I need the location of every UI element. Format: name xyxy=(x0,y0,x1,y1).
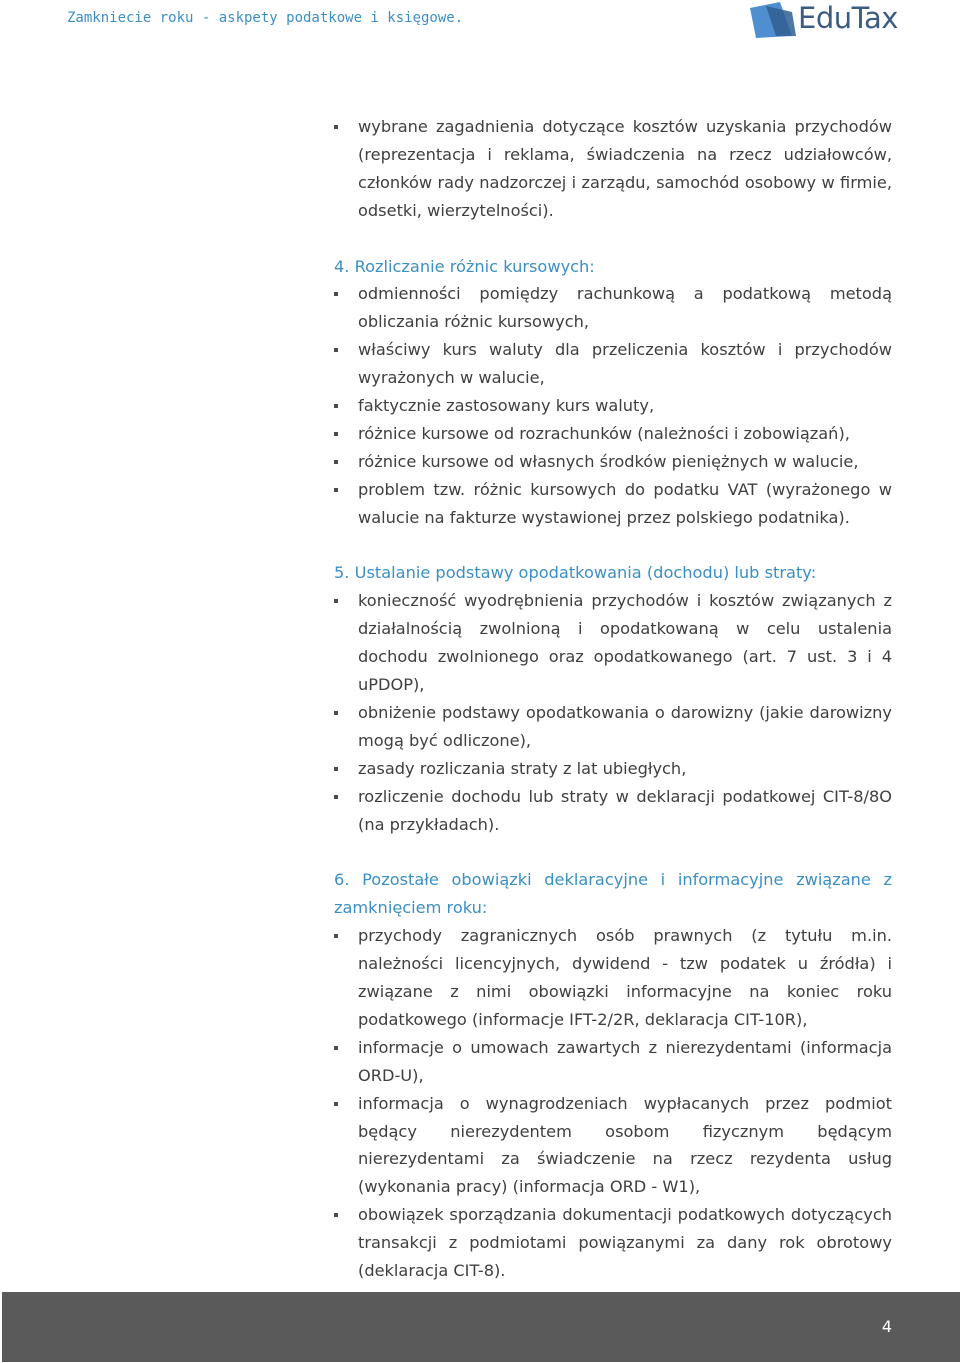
edutax-logo xyxy=(746,0,898,42)
list-item xyxy=(334,392,892,420)
section-list xyxy=(334,587,892,838)
bullet-icon xyxy=(334,1213,338,1217)
list-item xyxy=(334,783,892,839)
list-item-text: właściwy kurs waluty dla przeliczenia kosztów i przychodów wyrażonych w walucie, xyxy=(358,340,892,388)
list-item-text: różnice kursowe od własnych środków pieniężnych w walucie, xyxy=(358,451,859,471)
bullet-icon xyxy=(334,1102,338,1106)
bullet-icon xyxy=(334,460,338,464)
bullet-icon xyxy=(334,404,338,408)
list-item-text: rozliczenie dochodu lub straty w deklaracji podatkowej CIT-8/8O (na przykładach). xyxy=(358,786,892,834)
section-number: 4. xyxy=(334,256,350,276)
list-item-text: obniżenie podstawy opodatkowania o darowizny (jakie darowizny mogą być odliczone), xyxy=(358,703,892,750)
section-number: 6. xyxy=(334,870,350,890)
list-item-text: wybrane zagadnienia dotyczące kosztów uzyskania przychodów (reprezentacja i reklama, świadczenia na rzecz udziałowców, członków rady nadzorczej i zarządu, samochód osobowy w firmie, odsetki, wierzytelności). xyxy=(358,117,892,220)
section-heading xyxy=(334,559,892,587)
section-title: Ustalanie podstawy opodatkowania (dochodu) lub straty: xyxy=(354,563,817,583)
page-footer xyxy=(2,1292,960,1362)
page-number: 4 xyxy=(881,1317,892,1336)
section-list xyxy=(334,922,892,1285)
list-item-text: zasady rozliczania straty z lat ubiegłych, xyxy=(358,758,687,778)
section-title: Pozostałe obowiązki deklaracyjne i informacyjne związane z zamknięciem roku: xyxy=(334,870,893,918)
list-item xyxy=(334,336,892,392)
list-item-text: problem tzw. różnic kursowych do podatku VAT (wyrażonego w walucie na fakturze wystawionej przez polskiego podatnika). xyxy=(358,479,892,527)
intro-list xyxy=(334,113,892,225)
list-item xyxy=(334,1201,892,1285)
list-item xyxy=(334,476,892,532)
bullet-icon xyxy=(334,1046,338,1050)
section-number: 5. xyxy=(334,563,350,583)
document-body xyxy=(334,113,892,1285)
logo-text: EduTax xyxy=(798,1,898,35)
bullet-icon xyxy=(334,125,338,129)
bullet-icon xyxy=(334,795,338,799)
bullet-icon xyxy=(334,488,338,492)
list-item xyxy=(334,699,892,755)
section-heading xyxy=(334,866,892,922)
list-item-text: różnice kursowe od rozrachunków (należności i zobowiązań), xyxy=(358,423,850,443)
section-heading xyxy=(334,253,892,281)
bullet-icon xyxy=(334,711,338,715)
list-item-text: faktycznie zastosowany kurs waluty, xyxy=(358,396,655,416)
bullet-icon xyxy=(334,767,338,771)
section-title: Rozliczanie różnic kursowych: xyxy=(354,256,595,276)
section-6 xyxy=(334,866,892,1285)
bullet-icon xyxy=(334,292,338,296)
list-item xyxy=(334,755,892,783)
list-item-text: obowiązek sporządzania dokumentacji podatkowych dotyczących transakcji z podmiotami powiązanymi za dany rok obrotowy (deklaracja CIT-8). xyxy=(358,1205,892,1281)
bullet-icon xyxy=(334,934,338,938)
list-item-text: przychody zagranicznych osób prawnych (z tytułu m.in. należności licencyjnych, dywidend - tzw podatek u źródła) i związane z nimi obowiązki informacyjne na koniec roku podatkowego (informacje IFT-2/2R, deklaracja CIT-10R), xyxy=(358,926,892,1029)
section-list xyxy=(334,280,892,531)
list-item-text: odmienności pomiędzy rachunkową a podatkową metodą obliczania różnic kursowych, xyxy=(358,284,892,332)
document-title: Zamkniecie roku - askpety podatkowe i księgowe. xyxy=(67,10,464,26)
bullet-icon xyxy=(334,599,338,603)
list-item xyxy=(334,420,892,448)
section-5 xyxy=(334,559,892,838)
list-item-text: informacje o umowach zawartych z nierezydentami (informacja ORD-U), xyxy=(358,1037,892,1085)
list-item xyxy=(334,1034,892,1090)
bullet-icon xyxy=(334,432,338,436)
list-item xyxy=(334,922,892,1034)
list-item xyxy=(334,280,892,336)
list-item xyxy=(334,113,892,225)
list-item-text: konieczność wyodrębnienia przychodów i kosztów związanych z działalnością zwolnioną i opodatkowaną w celu ustalenia dochodu zwolnionego oraz opodatkowanego (art. 7 ust. 3 i 4 uPDOP), xyxy=(358,591,892,695)
list-item xyxy=(334,587,892,699)
bullet-icon xyxy=(334,348,338,352)
list-item xyxy=(334,448,892,476)
list-item-text: informacja o wynagrodzeniach wypłacanych przez podmiot będący nierezydentem osobom fizycznym będącym nierezydentami za świadczenie na rzecz rezydenta usług (wykonania pracy) (informacja ORD - W1), xyxy=(358,1093,892,1197)
logo-mark-icon xyxy=(746,2,796,38)
section-4 xyxy=(334,253,892,532)
list-item xyxy=(334,1090,892,1202)
